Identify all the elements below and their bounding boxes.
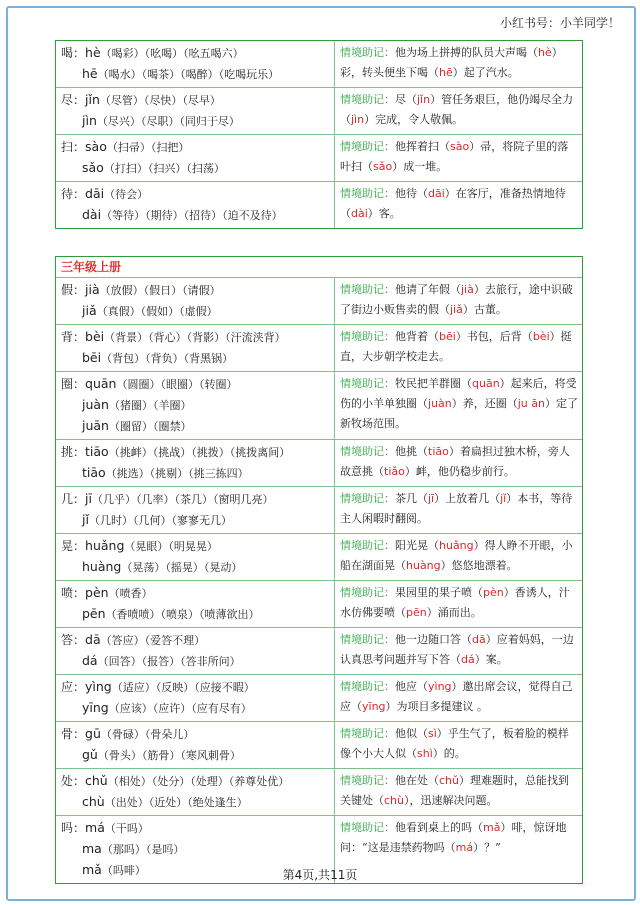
pinyin: sǎo [82, 160, 104, 175]
mnemonic-label: 情境助记： [340, 727, 395, 740]
pronunciation-line [61, 818, 332, 839]
word-examples: （那吗）（是吗） [101, 843, 185, 856]
mnemonic-cell [335, 41, 582, 87]
table-row [56, 722, 582, 769]
pinyin: bèi [85, 329, 105, 344]
pinyin: tiāo [82, 465, 106, 480]
mnemonic-text: 他请了年假（ [395, 283, 461, 296]
mnemonic-text: ）得人睁不开眼，小船在湖面晃（ [340, 539, 573, 572]
pinyin: jī [85, 491, 92, 506]
mnemonic-cell [335, 675, 582, 721]
pinyin-highlight: huàng [406, 559, 441, 572]
mnemonic-label: 情境助记： [340, 774, 395, 787]
mnemonic-text: 阳光晃（ [395, 539, 439, 552]
pronunciation-cell [56, 487, 335, 533]
character: 应： [61, 680, 86, 694]
mnemonic-text: ）去旅行，途中识破了街边小贩售卖的假（ [340, 283, 573, 316]
mnemonic-text: 他应（ [395, 680, 428, 693]
pinyin: má [85, 820, 105, 835]
character: 几： [61, 492, 86, 506]
table-row [56, 325, 582, 372]
character: 吗： [61, 821, 86, 835]
mnemonic-cell [335, 182, 582, 228]
pinyin-highlight: sì [428, 727, 437, 740]
brand-label: 小红书号：小羊同学！ [499, 16, 620, 30]
mnemonic-text: ）上放着几（ [434, 492, 501, 505]
word-examples: （喷香） [108, 587, 153, 600]
word-examples: （骨碌）（骨朵儿） [100, 728, 195, 741]
vocab-table-grade3 [55, 256, 583, 884]
mnemonic-label: 情境助记： [340, 633, 395, 646]
word-examples: （香喷喷）（喷泉）（喷薄欲出） [105, 608, 260, 621]
mnemonic-text: 他一边随口答（ [395, 633, 472, 646]
pronunciation-line [61, 745, 332, 766]
word-examples: （几时）（几何）（寥寥无几） [88, 514, 232, 527]
mnemonic-label: 情境助记： [340, 821, 395, 834]
mnemonic-text: ）完成，令人敬佩。 [364, 113, 464, 126]
mnemonic-text: 他为场上拼搏的队员大声喝（ [395, 46, 538, 59]
pinyin-highlight: jià [461, 283, 474, 296]
pinyin-highlight: bēi [439, 330, 456, 343]
mnemonic-label: 情境助记： [340, 680, 395, 693]
character: 答： [61, 633, 86, 647]
pinyin-highlight: dài [351, 207, 368, 220]
pinyin: bēi [82, 350, 102, 365]
mnemonic-cell [335, 325, 582, 371]
pinyin: dài [82, 207, 102, 222]
mnemonic-label: 情境助记： [340, 283, 395, 296]
mnemonic-cell [335, 372, 582, 439]
pinyin: tiāo [85, 444, 109, 459]
pronunciation-line [61, 90, 332, 111]
character: 待： [61, 187, 86, 201]
character: 挑： [61, 445, 86, 459]
character: 假： [61, 283, 86, 297]
mnemonic-text: ）挺直，大步朝学校走去。 [340, 330, 572, 363]
pinyin: chǔ [85, 773, 108, 788]
word-examples: （背景）（背心）（背影）（汗流浃背） [104, 331, 286, 344]
pinyin-highlight: pèn [483, 586, 504, 599]
pronunciation-line [61, 839, 332, 860]
mnemonic-text: ）客。 [367, 207, 401, 220]
pronunciation-line [61, 111, 332, 132]
word-examples: （答应）（爱答不理） [100, 634, 206, 647]
word-examples: （应该）（应许）（应有尽有） [108, 702, 252, 715]
pinyin-highlight: yìng [428, 680, 452, 693]
pronunciation-line [61, 792, 332, 813]
mnemonic-text: ）起了汽水。 [452, 66, 519, 79]
mnemonic-text: 尽（ [395, 93, 417, 106]
pinyin-highlight: chǔ [439, 774, 459, 787]
page-footer: 第4页,共11页 [282, 868, 358, 882]
pronunciation-cell [56, 675, 335, 721]
table-row [56, 41, 582, 88]
mnemonic-cell [335, 487, 582, 533]
pinyin-highlight: jiǎ [450, 303, 463, 316]
pinyin-highlight: jǐ [500, 492, 507, 505]
table-row [56, 581, 582, 628]
mnemonic-text: ）本书，等待主人闲暇时翻阅。 [340, 492, 573, 525]
character: 处： [61, 774, 86, 788]
pronunciation-line [61, 43, 332, 64]
pronunciation-line [61, 374, 332, 395]
pronunciation-line [61, 557, 332, 578]
word-examples: （猪圈）（羊圈） [108, 399, 192, 412]
mnemonic-text: ）案。 [474, 653, 508, 666]
pinyin: jiǎ [82, 303, 97, 318]
mnemonic-text: ）理难题时，总能找到关键处（ [340, 774, 569, 807]
word-examples: （打扫）（扫兴）（扫荡） [103, 162, 225, 175]
pinyin-highlight: chù [384, 794, 404, 807]
pronunciation-line [61, 604, 332, 625]
mnemonic-label: 情境助记： [340, 377, 395, 390]
pinyin-highlight: dá [461, 653, 475, 666]
table-row [56, 628, 582, 675]
pronunciation-cell [56, 278, 335, 324]
mnemonic-text: ）管任务艰巨，他仍竭尽全力（ [340, 93, 574, 126]
pinyin-highlight: dā [472, 633, 486, 646]
pinyin-highlight: má [455, 841, 474, 854]
mnemonic-label: 情境助记： [340, 187, 395, 200]
mnemonic-cell [335, 722, 582, 768]
pinyin: hē [82, 66, 98, 81]
pronunciation-line [61, 64, 332, 85]
mnemonic-text: 他待（ [395, 187, 428, 200]
mnemonic-text: ）悠悠地漂着。 [440, 559, 518, 572]
mnemonic-label: 情境助记： [340, 492, 395, 505]
mnemonic-text: 他在处（ [395, 774, 439, 787]
pronunciation-cell [56, 135, 335, 181]
pinyin: huǎng [85, 538, 125, 553]
mnemonic-text: ）啡，惊讶地问：“这是违禁药物吗（ [340, 821, 567, 854]
mnemonic-text: ）帚，将院子里的落叶扫（ [340, 140, 569, 173]
mnemonic-text: 茶几（ [395, 492, 428, 505]
table-row [56, 88, 582, 135]
pinyin-highlight: hè [538, 46, 552, 59]
pinyin-highlight: sào [450, 140, 470, 153]
table-row [56, 534, 582, 581]
mnemonic-text: ）衅，他仍稳步前行。 [404, 465, 515, 478]
mnemonic-label: 情境助记： [340, 539, 395, 552]
word-examples: （喝彩）（吆喝）（吆五喝六） [100, 47, 244, 60]
mnemonic-cell [335, 534, 582, 580]
table-row [56, 675, 582, 722]
pronunciation-line [61, 442, 332, 463]
pinyin-highlight: huǎng [439, 539, 474, 552]
mnemonic-cell [335, 88, 582, 134]
table-row [56, 135, 582, 182]
mnemonic-text: ）的。 [432, 747, 466, 760]
pronunciation-line [61, 724, 332, 745]
pinyin-highlight: jìn [351, 113, 365, 126]
table-row [56, 440, 582, 487]
mnemonic-text: ）彩，转头便坐下喝（ [340, 46, 563, 79]
mnemonic-label: 情境助记： [340, 93, 395, 106]
pinyin-highlight: sǎo [373, 160, 393, 173]
vocab-table-top [55, 40, 583, 229]
pronunciation-line [61, 137, 332, 158]
pinyin-highlight: jǐn [417, 93, 431, 106]
mnemonic-text: ）香诱人，汁水仿佛要喷（ [340, 586, 570, 619]
mnemonic-text: ）乎生气了，板着脸的模样像个小大人似（ [340, 727, 569, 760]
pronunciation-cell [56, 628, 335, 674]
pronunciation-cell [56, 722, 335, 768]
pronunciation-cell [56, 41, 335, 87]
mnemonic-label: 情境助记： [340, 140, 395, 153]
pinyin-highlight: hē [439, 66, 453, 79]
mnemonic-text: ），迅速解决问题。 [404, 794, 498, 807]
pronunciation-cell [56, 372, 335, 439]
mnemonic-cell [335, 628, 582, 674]
pronunciation-cell [56, 440, 335, 486]
character: 晃： [61, 539, 86, 553]
pinyin: dā [85, 632, 101, 647]
pinyin: juàn [82, 397, 109, 412]
character: 背： [61, 330, 86, 344]
pinyin-highlight: yīng [362, 700, 386, 713]
pronunciation-line [61, 536, 332, 557]
mnemonic-text: ）应着妈妈，一边认真思考问题并写下答（ [340, 633, 574, 666]
pronunciation-line [61, 583, 332, 604]
pronunciation-line [61, 463, 332, 484]
mnemonic-label: 情境助记： [340, 46, 395, 59]
pinyin-highlight: tiǎo [384, 465, 405, 478]
pinyin: sào [85, 139, 107, 154]
pinyin: jià [85, 282, 100, 297]
pronunciation-line [61, 698, 332, 719]
word-examples: （吗啡） [101, 864, 146, 877]
word-examples: （等待）（期待）（招待）（迫不及待） [101, 209, 283, 222]
mnemonic-text: ）涌而出。 [426, 606, 482, 619]
section-title: 三年级上册 [56, 257, 582, 278]
mnemonic-label: 情境助记： [340, 586, 395, 599]
word-examples: （干吗） [104, 822, 149, 835]
pinyin-highlight: bèi [532, 330, 550, 343]
word-examples: （相处）（处分）（处理）（养尊处优） [107, 775, 290, 788]
mnemonic-text: 牧民把羊群圈（ [395, 377, 472, 390]
pronunciation-cell [56, 325, 335, 371]
character: 尽： [61, 93, 86, 107]
pinyin: mǎ [82, 862, 102, 877]
word-examples: （放假）（假日）（请假） [99, 284, 221, 297]
table-row [56, 372, 582, 440]
table-row [56, 769, 582, 816]
mnemonic-text: ）在客厅，准备热情地待（ [340, 187, 566, 220]
word-examples: （扫帚）（扫把） [106, 141, 190, 154]
pronunciation-cell [56, 581, 335, 627]
pronunciation-line [61, 416, 332, 437]
pronunciation-line [61, 489, 332, 510]
mnemonic-text: 他挑（ [395, 445, 428, 458]
pronunciation-line [61, 630, 332, 651]
word-examples: （骨头）（筋骨）（寒风刺骨） [97, 749, 241, 762]
character: 圈： [61, 377, 86, 391]
table-row [56, 182, 582, 228]
pinyin: huàng [82, 559, 122, 574]
pinyin-highlight: quān [472, 377, 500, 390]
pinyin-highlight: jī [428, 492, 435, 505]
pronunciation-line [61, 771, 332, 792]
pinyin: gū [85, 726, 101, 741]
mnemonic-cell [335, 135, 582, 181]
pronunciation-cell [56, 769, 335, 815]
pinyin: jǐn [85, 92, 100, 107]
word-examples: （晃荡）（摇晃）（晃动） [121, 561, 243, 574]
table-row [56, 487, 582, 534]
pinyin: ma [82, 841, 102, 856]
word-examples: （挑衅）（挑战）（挑拨）（挑拨离间） [108, 446, 291, 459]
pronunciation-line [61, 651, 332, 672]
mnemonic-text: 他看到桌上的吗（ [395, 821, 483, 834]
character: 扫： [61, 140, 86, 154]
mnemonic-text: ）书包，后背（ [455, 330, 533, 343]
pinyin-highlight: pēn [406, 606, 427, 619]
word-examples: （待会） [104, 188, 149, 201]
mnemonic-text: 他背着（ [395, 330, 439, 343]
word-examples: （挑选）（挑剔）（挑三拣四） [105, 467, 249, 480]
character: 骨： [61, 727, 86, 741]
mnemonic-text: ）？” [473, 841, 501, 854]
mnemonic-text: 果园里的果子喷（ [395, 586, 483, 599]
pronunciation-line [61, 348, 332, 369]
pronunciation-cell [56, 88, 335, 134]
word-examples: （尽兴）（尽职）（同归于尽） [96, 115, 240, 128]
word-examples: （圈留）（圈禁） [108, 420, 192, 433]
pinyin: jìn [82, 113, 97, 128]
pinyin: yīng [82, 700, 109, 715]
word-examples: （晃眼）（明晃晃） [124, 540, 218, 553]
word-examples: （尽管）（尽快）（尽早） [99, 94, 221, 107]
pinyin: dá [82, 653, 98, 668]
pronunciation-line [61, 677, 332, 698]
pinyin: jǐ [82, 512, 89, 527]
word-examples: （回答）（报答）（答非所问） [97, 655, 241, 668]
pinyin-highlight: shì [417, 747, 433, 760]
pronunciation-cell [56, 534, 335, 580]
mnemonic-text: ）为项目多提建议 。 [385, 700, 489, 713]
pinyin: juān [82, 418, 109, 433]
pinyin: yìng [85, 679, 112, 694]
mnemonic-text: ）养，还圈（ [451, 397, 518, 410]
mnemonic-text: ）起来后，将受伤的小羊单独圈（ [340, 377, 577, 410]
word-examples: （背包）（背负）（背黑锅） [101, 352, 234, 365]
pronunciation-line [61, 205, 332, 226]
word-examples: （几乎）（几率）（茶几）（窗明几亮） [91, 493, 274, 506]
pinyin: hè [85, 45, 101, 60]
pronunciation-line [61, 510, 332, 531]
mnemonic-text: ）邀出席会议，觉得自己应（ [340, 680, 573, 713]
pinyin: pèn [85, 585, 109, 600]
pinyin-highlight: mǎ [483, 821, 501, 834]
pronunciation-line [61, 280, 332, 301]
pinyin-highlight: dāi [428, 187, 445, 200]
pinyin: gǔ [82, 747, 98, 762]
mnemonic-label: 情境助记： [340, 445, 395, 458]
mnemonic-cell [335, 278, 582, 324]
mnemonic-cell [335, 769, 582, 815]
table-row [56, 278, 582, 325]
word-examples: （圆圈）（眼圈）（转圈） [116, 378, 238, 391]
pinyin-highlight: ju ān [517, 397, 545, 410]
pinyin: quān [85, 376, 117, 391]
character: 喝： [61, 46, 86, 60]
pinyin: chù [82, 794, 105, 809]
character: 喷： [61, 586, 86, 600]
mnemonic-cell [335, 581, 582, 627]
mnemonic-label: 情境助记： [340, 330, 395, 343]
mnemonic-text: ）古董。 [462, 303, 507, 316]
pronunciation-line [61, 327, 332, 348]
mnemonic-text: 他挥着扫（ [395, 140, 450, 153]
pinyin-highlight: tiāo [428, 445, 449, 458]
mnemonic-text: ）定了新牧场范围。 [340, 397, 578, 430]
pinyin: dāi [85, 186, 105, 201]
pinyin: pēn [82, 606, 106, 621]
mnemonic-text: ）成一堆。 [392, 160, 448, 173]
pronunciation-line [61, 184, 332, 205]
pinyin-highlight: juàn [428, 397, 452, 410]
mnemonic-cell [335, 440, 582, 486]
word-examples: （出处）（近处）（绝处逢生） [104, 796, 248, 809]
pronunciation-line [61, 158, 332, 179]
word-examples: （喝水）（喝茶）（喝醉）（吃喝玩乐） [97, 68, 280, 81]
word-examples: （适应）（反映）（应接不暇） [111, 681, 255, 694]
mnemonic-text: 他似（ [395, 727, 428, 740]
pronunciation-cell [56, 182, 335, 228]
pronunciation-line [61, 301, 332, 322]
mnemonic-text: ）着扁担过独木桥，旁人故意挑（ [340, 445, 570, 478]
word-examples: （真假）（假如）（虚假） [96, 305, 218, 318]
pronunciation-line [61, 395, 332, 416]
